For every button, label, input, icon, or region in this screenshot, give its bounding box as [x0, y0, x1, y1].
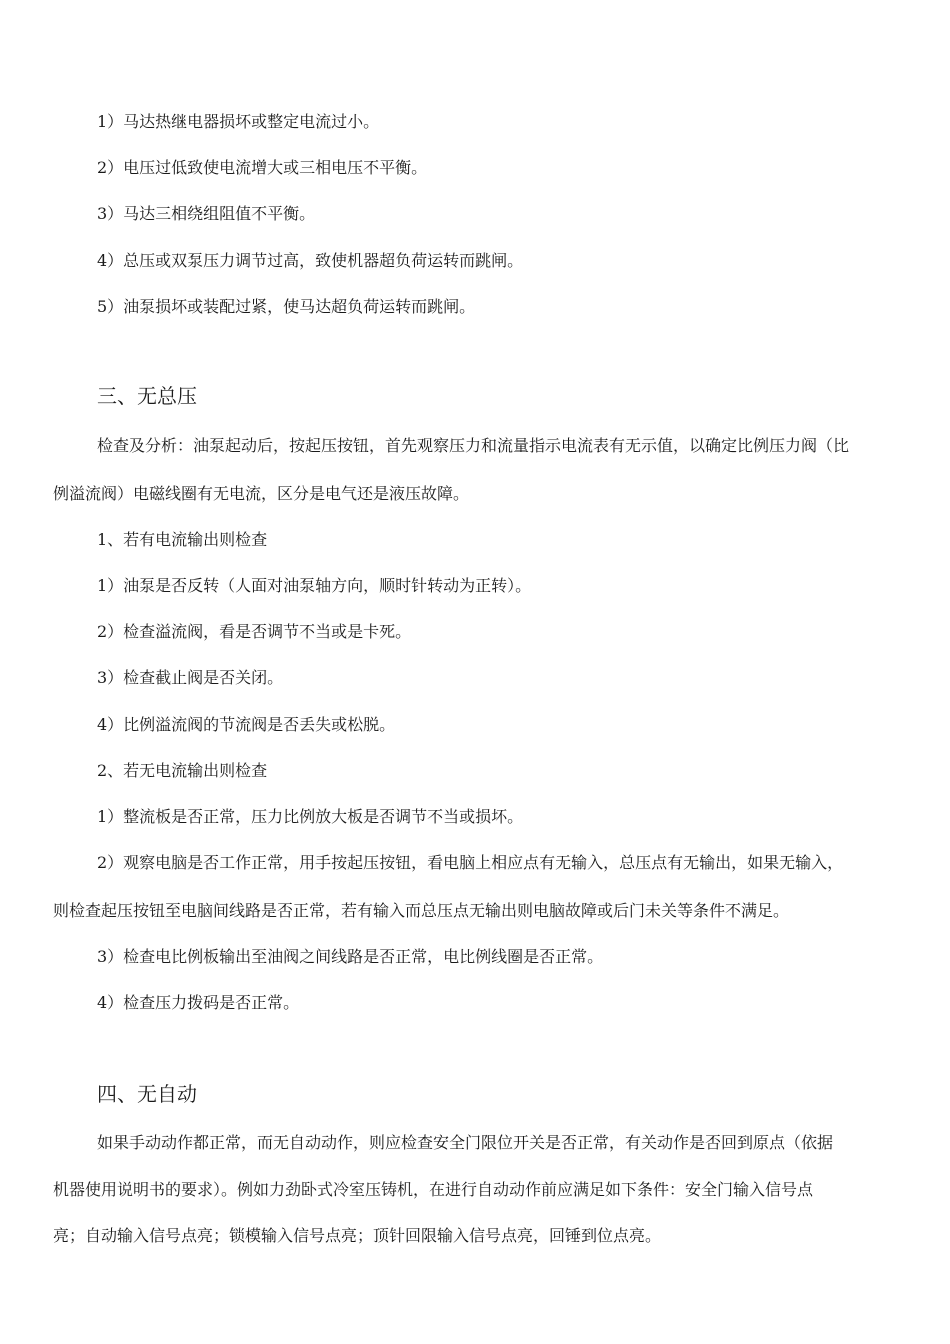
list-item: 1）马达热继电器损坏或整定电流过小。 [97, 112, 380, 131]
paragraph-line: 亮；自动输入信号点亮；锁模输入信号点亮；顶针回限输入信号点亮，回锤到位点亮。 [53, 1226, 662, 1245]
section-heading: 四、无自动 [97, 1082, 197, 1106]
paragraph-line: 如果手动动作都正常，而无自动动作，则应检查安全门限位开关是否正常，有关动作是否回到原点（依据 [97, 1133, 834, 1152]
list-item: 1）油泵是否反转（人面对油泵轴方向，顺时针转动为正转）。 [97, 576, 532, 595]
list-item: 2）电压过低致使电流增大或三相电压不平衡。 [97, 158, 428, 177]
list-item-continuation: 则检查起压按钮至电脑间线路是否正常，若有输入而总压点无输出则电脑故障或后门未关等条件不满足。 [53, 901, 790, 920]
list-item: 2）观察电脑是否工作正常，用手按起压按钮，看电脑上相应点有无输入，总压点有无输出，如果无输入， [97, 853, 844, 872]
paragraph-line: 例溢流阀）电磁线圈有无电流，区分是电气还是液压故障。 [53, 484, 470, 503]
list-item: 4）总压或双泵压力调节过高，致使机器超负荷运转而跳闸。 [97, 251, 524, 270]
subsection-title: 1、若有电流输出则检查 [97, 530, 268, 549]
list-item: 3）检查截止阀是否关闭。 [97, 668, 284, 687]
list-item: 4）比例溢流阀的节流阀是否丢失或松脱。 [97, 715, 396, 734]
paragraph-line: 机器使用说明书的要求）。例如力劲卧式冷室压铸机，在进行自动动作前应满足如下条件：安全门输入信号点 [53, 1180, 814, 1199]
section-heading: 三、无总压 [97, 384, 197, 408]
paragraph-line: 检查及分析：油泵起动后，按起压按钮，首先观察压力和流量指示电流表有无示值，以确定比例压力阀（比 [97, 436, 850, 455]
list-item: 5）油泵损坏或装配过紧，使马达超负荷运转而跳闸。 [97, 297, 476, 316]
list-item: 1）整流板是否正常，压力比例放大板是否调节不当或损坏。 [97, 807, 524, 826]
list-item: 3）检查电比例板输出至油阀之间线路是否正常，电比例线圈是否正常。 [97, 947, 604, 966]
list-item: 2）检查溢流阀，看是否调节不当或是卡死。 [97, 622, 412, 641]
subsection-title: 2、若无电流输出则检查 [97, 761, 268, 780]
list-item: 4）检查压力拨码是否正常。 [97, 993, 300, 1012]
list-item: 3）马达三相绕组阻值不平衡。 [97, 204, 316, 223]
